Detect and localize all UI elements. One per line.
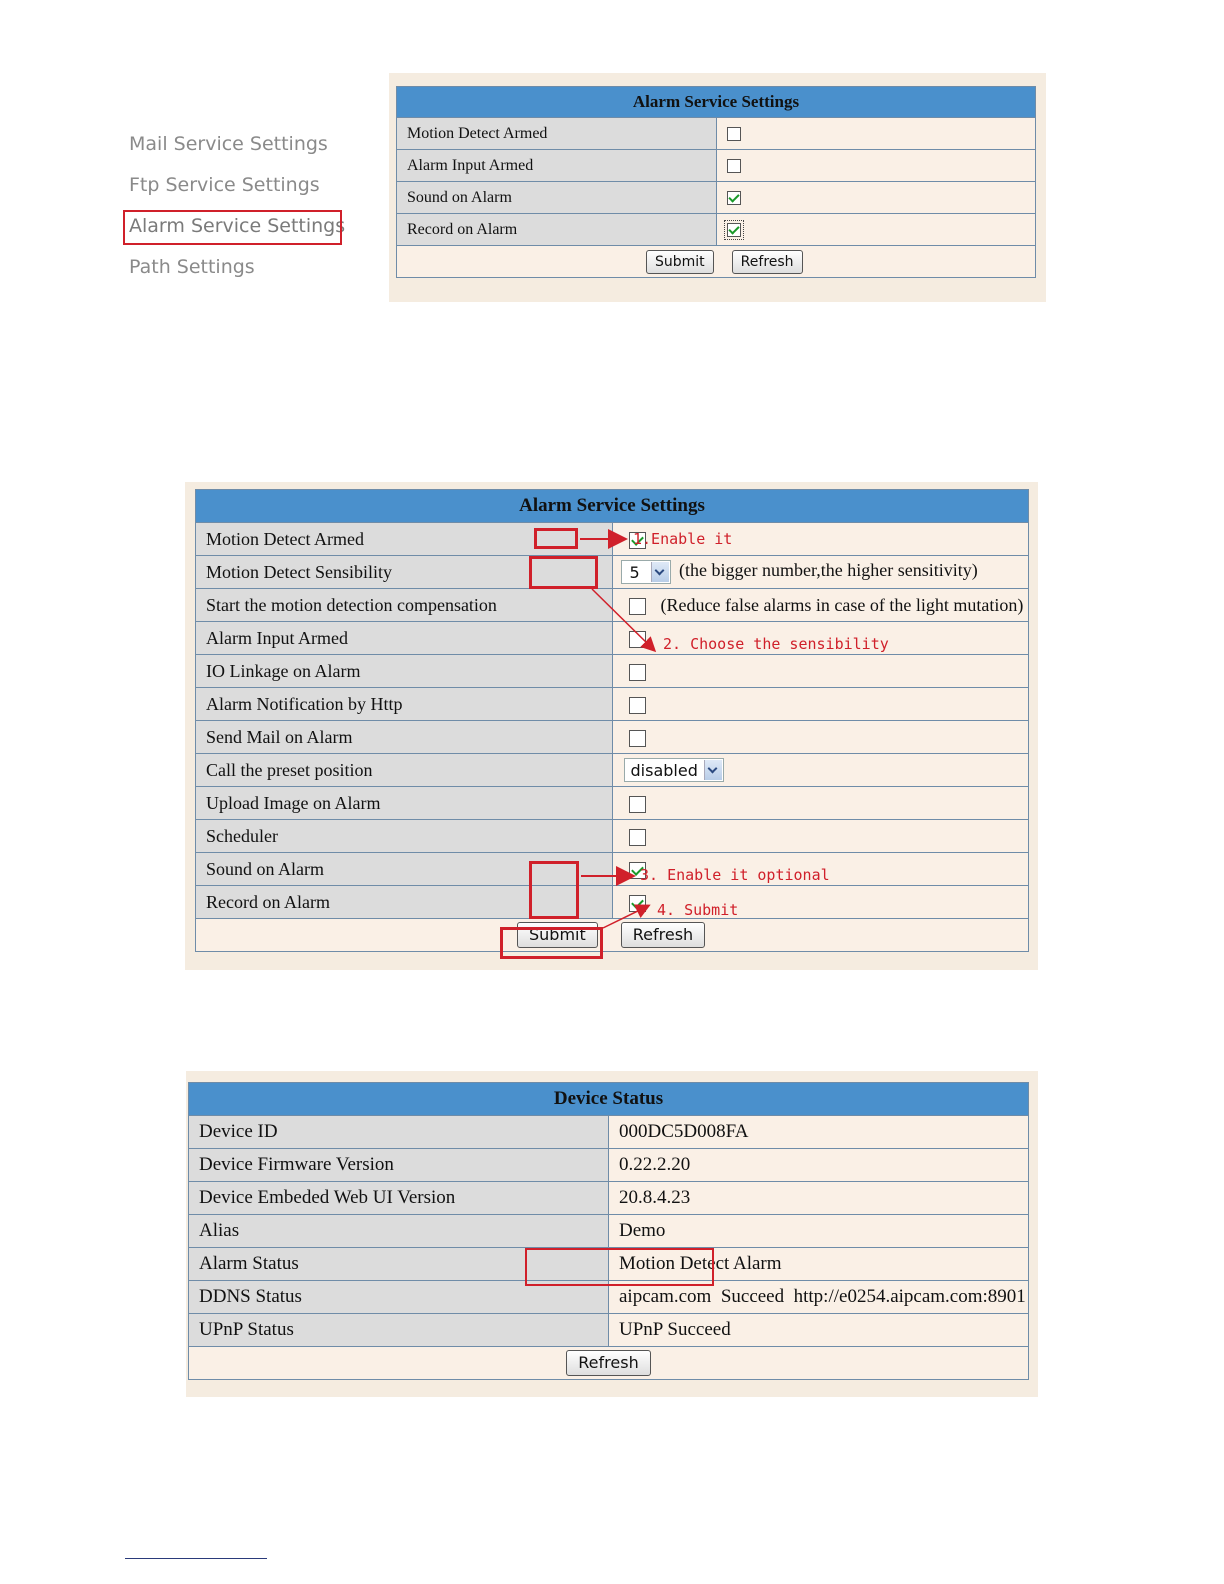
refresh-button[interactable]: Refresh [732, 250, 803, 274]
ddns-status-value: aipcam.com Succeed http://e0254.aipcam.com:8901 [609, 1281, 1029, 1314]
menu-item-path-settings[interactable]: Path Settings [129, 256, 255, 278]
firmware-version-value: 0.22.2.20 [609, 1149, 1029, 1182]
compensation-note: (Reduce false alarms in case of the light mutation) [660, 594, 1024, 615]
row-label: DDNS Status [189, 1281, 609, 1314]
arrow-choose-sensibility [592, 589, 654, 650]
row-label: Device Firmware Version [189, 1149, 609, 1182]
row-label: Upload Image on Alarm [196, 787, 613, 820]
menu-item-mail-service[interactable]: Mail Service Settings [129, 133, 328, 155]
highlight-alarm-status [525, 1248, 714, 1286]
submit-button[interactable]: Submit [646, 250, 714, 274]
refresh-button[interactable]: Refresh [621, 922, 705, 948]
panel3-title: Device Status [189, 1083, 1029, 1116]
footer-rule [125, 1558, 267, 1559]
alias-value: Demo [609, 1215, 1029, 1248]
row-label: Sound on Alarm [397, 182, 717, 214]
row-label: Start the motion detection compensation [196, 589, 613, 622]
menu-item-alarm-service[interactable]: Alarm Service Settings [129, 215, 346, 237]
alarm-status-value: Motion Detect Alarm [609, 1248, 1029, 1281]
device-id-value: 000DC5D008FA [609, 1116, 1029, 1149]
row-label: Device Embeded Web UI Version [189, 1182, 609, 1215]
menu-item-ftp-service[interactable]: Ftp Service Settings [129, 174, 320, 196]
row-label: Sound on Alarm [196, 853, 613, 886]
row-label: Alias [189, 1215, 609, 1248]
row-label: Send Mail on Alarm [196, 721, 613, 754]
row-label: Alarm Notification by Http [196, 688, 613, 721]
row-label: Motion Detect Armed [397, 118, 717, 150]
row-label: Device ID [189, 1116, 609, 1149]
refresh-button[interactable]: Refresh [566, 1350, 650, 1376]
row-label: Alarm Status [189, 1248, 609, 1281]
panel2-title: Alarm Service Settings [196, 490, 1029, 523]
row-label: Motion Detect Armed [196, 523, 613, 556]
sensibility-select-value: 5 [629, 563, 640, 582]
preset-select-value: disabled [630, 761, 698, 780]
annotation-choose-sensibility: 2. Choose the sensibility [663, 635, 889, 653]
upnp-status-value: UPnP Succeed [609, 1314, 1029, 1347]
row-label: Scheduler [196, 820, 613, 853]
row-label: IO Linkage on Alarm [196, 655, 613, 688]
sensibility-note: (the bigger number,the higher sensitivity) [679, 560, 978, 581]
row-label: Record on Alarm [196, 886, 613, 919]
annotation-submit: 4. Submit [657, 901, 739, 919]
row-label: Record on Alarm [397, 214, 717, 246]
web-ui-version-value: 20.8.4.23 [609, 1182, 1029, 1215]
annotation-enable-it: 1.Enable it [633, 530, 733, 548]
annotation-enable-optional: 3. Enable it optional [640, 866, 830, 884]
panel1-title: Alarm Service Settings [397, 87, 1036, 118]
row-label: Motion Detect Sensibility [196, 556, 613, 589]
row-label: Call the preset position [196, 754, 613, 787]
device-status-table [188, 1082, 1029, 1380]
arrow-submit [603, 906, 648, 928]
row-label: Alarm Input Armed [196, 622, 613, 655]
submit-button[interactable]: Submit [517, 922, 598, 948]
row-label: UPnP Status [189, 1314, 609, 1347]
row-label: Alarm Input Armed [397, 150, 717, 182]
